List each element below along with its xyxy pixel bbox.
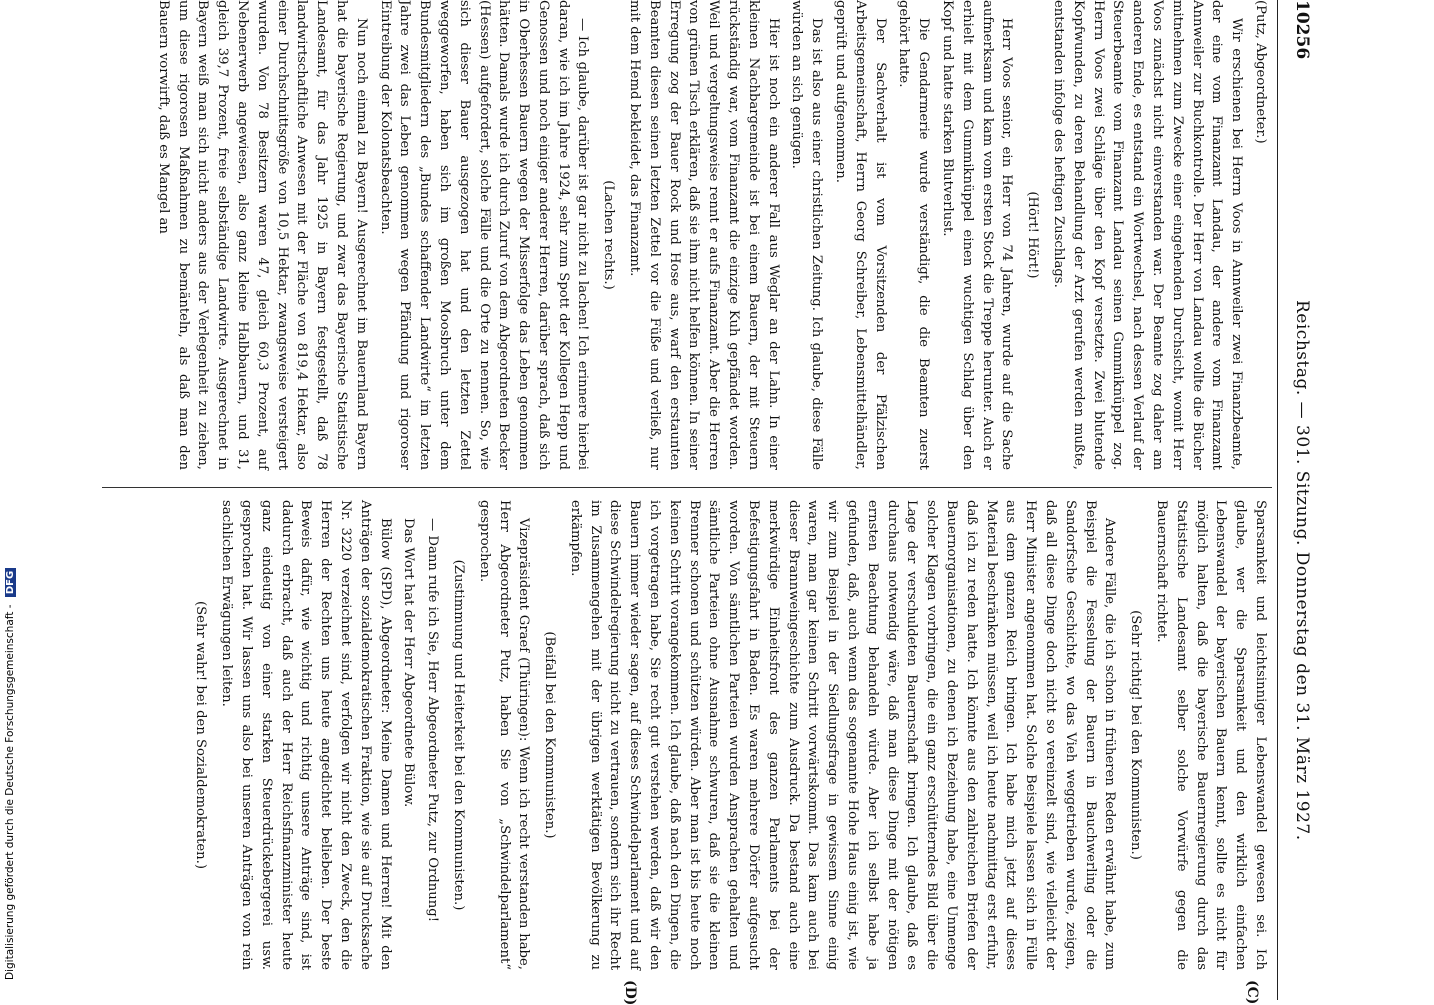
- paragraph: Wir erschienen bei Herrn Voos in Annweiler zwei Finanzbeamte, der eine vom Finanzamt Landau, der andere vom Finanzamt Annweiler zur Buchkontrolle. Der Herr von Landau wollte die Bücher mitnehmen zum Zwecke einer eingehenden Durchsicht, womit Herr Voos zunächst nicht einverstanden war. Der Beamte zog daher am anderen Ende, es entstand ein Wortwechsel, nach dessen Verlauf der Steuerbeamte vom Finanzamt Landau seinen Gummiknüppel zog. Herrn Voos zwei Schläge über den Kopf versetzte. Zwei blutende Kopfwunden, zu deren Behandlung der Arzt gerufen werden mußte, entstanden infolge des heftigen Zuschlags.: [1051, 0, 1245, 470]
- interjection: (Sehr wahr! bei den Sozialdemokraten.): [193, 601, 209, 869]
- credit-text: Digitalisierung gefördert durch die Deutsche Forschungsgemeinschaft -: [4, 604, 16, 980]
- margin-marker-d: (D): [622, 980, 638, 1005]
- document-page: [18, 0, 1318, 1005]
- paragraph: Nun noch einmal zu Bayern! Ausgerechnet im Bauernland Bayern hat die bayerische Regierung, und zwar das Bayerische Statistische Landesamt, für das Jahr 1925 in Bayern festgestellt, daß 78 landwirtschaftliche Anwesen mit der Fläche von 819,4 Hektar, also einer Durchschnittsgröße von 10,5 Hektar, zwangsweise versteigert wurden. Von 78 Besitzern waren 47, gleich 60,3 Prozent, auf Nebenerwerb angewiesen, also ganz kleine Halbbauern, und 31, gleich 39,7 Prozent, freie selbständige Landwirte. Ausgerechnet in Bayern weiß man sich nicht anders aus der Verlegenheit zu ziehen, um diese rigorosen Maßnahmen zu bemänteln, als daß man den Bauern vorwirft, daß es Mangel an: [155, 0, 369, 470]
- interjection: (Zustimmung und Heiterkeit bei den Kommunisten.): [450, 559, 466, 911]
- dfg-logo: DFG: [5, 568, 16, 597]
- paragraph: Das Wort hat der Herr Abgeordnete Bülow.: [401, 518, 417, 808]
- paragraph: Andere Fälle, die ich schon in früheren Reden erwähnt habe, zum Beispiel die Fesselung der Bauern in Bauchwerling oder die Sandorfsche Geschichte, wo das Vieh weggetrieben wurde, zeigen, daß all diese Dinge doch nicht so vereinzelt sind, wie vielleicht der Herr Minister angenommen hat. Solche Beispiele lassen sich in Fülle aus dem ganzen Reich bringen. Ich habe mich jetzt auf dieses Material beschränken müssen, weil ich heute nachmittag erst erfuhr, daß ich zu reden hatte. Ich könnte aus den zahlreichen Briefen der Bauernorganisationen, zu denen ich Beziehung habe, eine Unmenge solcher Klagen vorbringen, die ein ganz erschütterndes Bild über die Lage der verschuldeten Bauernschaft bringen. Ich glaube, daß es durchaus notwendig wäre, daß man diese Dinge mit der nötigen ernsten Beachtung behandeln würde. Aber ich selbst habe ja gefunden, daß, auch wenn das sogenannte Hohe Haus einig ist, wie wir zum Beispiel in der Siedlungsfrage in gewissem Sinne einig waren, man gar keinen Schritt vorwärtskommt. Das kam auch bei dieser Brannweingeschichte zum Ausdruck. Da bestand auch eine merkwürdige Einheitsfront des ganzen Parlaments bei der Befestigungsfahrt in Baden. Es waren mehrere Dörfer aufgesucht worden. Von sämtlichen Parteien wurden Ansprachen gehalten und sämtliche Parteien ohne Ausnahme schwuren, daß sie die kleinen Brenner schonen und schützen würden. Aber man ist bis heute noch keinen Schritt vorangekommen. Ich glaube, daß nach den Dingen, die ich vorgetragen habe, Sie recht gut verstehen werden, daß wir den Bauern immer wieder sagen, auf dieses Schwindelparlament und auf diese Schwindelregierung nicht zu vertrauen, sondern sich ihr Recht im Zusammengehen mit der übrigen werktätigen Bevölkerung zu erkämpfen.: [567, 500, 1118, 970]
- paragraph: Bülow (SPD), Abgeordneter: Meine Damen und Herren! Mit den Anträgen der sozialdemokratischen Fraktion, wie sie auf Drucksache Nr. 3220 verzeichnet sind, verfolgen wir nicht den Zweck, den die Herren der Rechten uns heute angedichtet belieben. Der beste Beweis dafür, wie wichtig und richtig unsere Anträge sind, ist dadurch erbracht, daß auch der Herr Reichsfinanzminister heute ganz eindeutig von einer starken Steuerdrückebergerei usw. gesprochen hat. Wir lassen uns also bei unseren Anträgen von rein sachlichen Erwägungen leiten.: [219, 500, 393, 970]
- paragraph: — Dann rufe ich Sie, Herr Abgeordneter Putz, zur Ordnung!: [425, 518, 441, 923]
- paragraph: Herr Voos senior, ein Herr von 74 Jahren, wurde auf die Sache aufmerksam und kam vom ersten Stock die Treppe herunter. Auch er erhielt mit dem Gummiknüppel einen wuchtigen Schlag über den Kopf und hatte starken Blutverlust.: [940, 0, 1015, 470]
- left-column: [149, 0, 1270, 470]
- column-divider: [102, 487, 1272, 488]
- paragraph: Sparsamkeit und leichtsinniger Lebenswandel gewesen sei. Ich glaube, wer die Sparsamkeit und den wirklich einfachen Lebenswandel der bayerischen Bauern kennt, sollte es nicht für möglich halten, daß die bayerische Bauernregierung durch das Statistische Landesamt selber solche Vorwürfe gegen die Bauernschaft richtet.: [1154, 500, 1268, 970]
- margin-marker-c: (C): [1244, 980, 1260, 1005]
- paragraph: Hier ist noch ein anderer Fall aus Weglar an der Lahn. In einer kleinen Nachbargemeinde ist bei einem Bauern, der mit Steuern rückständig war, vom Finanzamt die einzige Kuh gepfändet worden. Weil und vergeltungsweise rennt er aufs Finanzamt. Aber die Herren von grünen Tisch erklären, daß sie ihm nicht helfen können. In seiner Erregung zog der Bauer Rock und Hose aus, warf den erstaunten Beamten diesen seinen letzten Zettel vor die Füße und verließ, nur mit dem Hemd bekleidet, das Finanzamt.: [627, 0, 781, 470]
- right-column: [185, 500, 1270, 970]
- speaker-label: (Putz, Abgeordneter.): [1253, 0, 1268, 144]
- paragraph: Das ist also aus einer christlichen Zeitung. Ich glaube, diese Fälle würden an sich genügen.: [789, 0, 825, 470]
- interjection: (Lachen rechts.): [601, 180, 617, 290]
- paragraph: — Ich glaube, darüber ist gar nicht zu lachen! Ich erinnere hierbei daran, wie ich im Jahre 1924, sehr zum Spott der Kollegen Hepp und Genossen und noch einiger anderer Herren, darüber sprach, daß sich in Oberhessen Bauern wegen der Misserfolge das Leben genommen hätten. Damals wurde ich durch Zuruf von dem Abgeordneten Becker (Hessen) aufgefordert, solche Fälle und die Orte zu nennen. So, wie sich dieser Bauer ausgezogen hat und den letzten Zettel weggeworfen, haben sich im großen Moosbruch unter dem Bundesmitgliedern des „Bundes schaffender Landwirte“ im letzten Jahre zwei das Leben genommen wegen Pfändung und rigoroser Eintreibung der Kolonatsbeachten.: [377, 0, 591, 470]
- running-title: Reichstag. — 301. Sitzung. Donnerstag den 31. März 1927.: [1292, 300, 1312, 841]
- interjection: (Sehr richtig! bei den Kommunisten.): [1128, 610, 1144, 860]
- paragraph: Vizepräsident Graef (Thüringen): Wenn ich recht verstanden habe, Herr Abgeordneter Putz, haben Sie von „Schwindelparlament“ gesprochen.: [476, 500, 532, 970]
- paragraph: Der Sachverhalt ist vom Vorsitzenden der Pfälzischen Arbeitsgemeinschaft, Herrn Georg Schreiber, Lebensmittelhändler, geprüft und aufgenommen.: [833, 0, 888, 470]
- interjection: (Beifall bei den Kommunisten.): [542, 631, 558, 839]
- page-header: [1277, 0, 1318, 1000]
- digitization-credit: [4, 568, 16, 980]
- page-number: 10256: [1292, 0, 1312, 60]
- interjection: (Hört! Hört!): [1025, 191, 1041, 279]
- paragraph: Die Gendarmerie wurde verständigt, die die Beamten zuerst gehört hatte.: [896, 0, 932, 470]
